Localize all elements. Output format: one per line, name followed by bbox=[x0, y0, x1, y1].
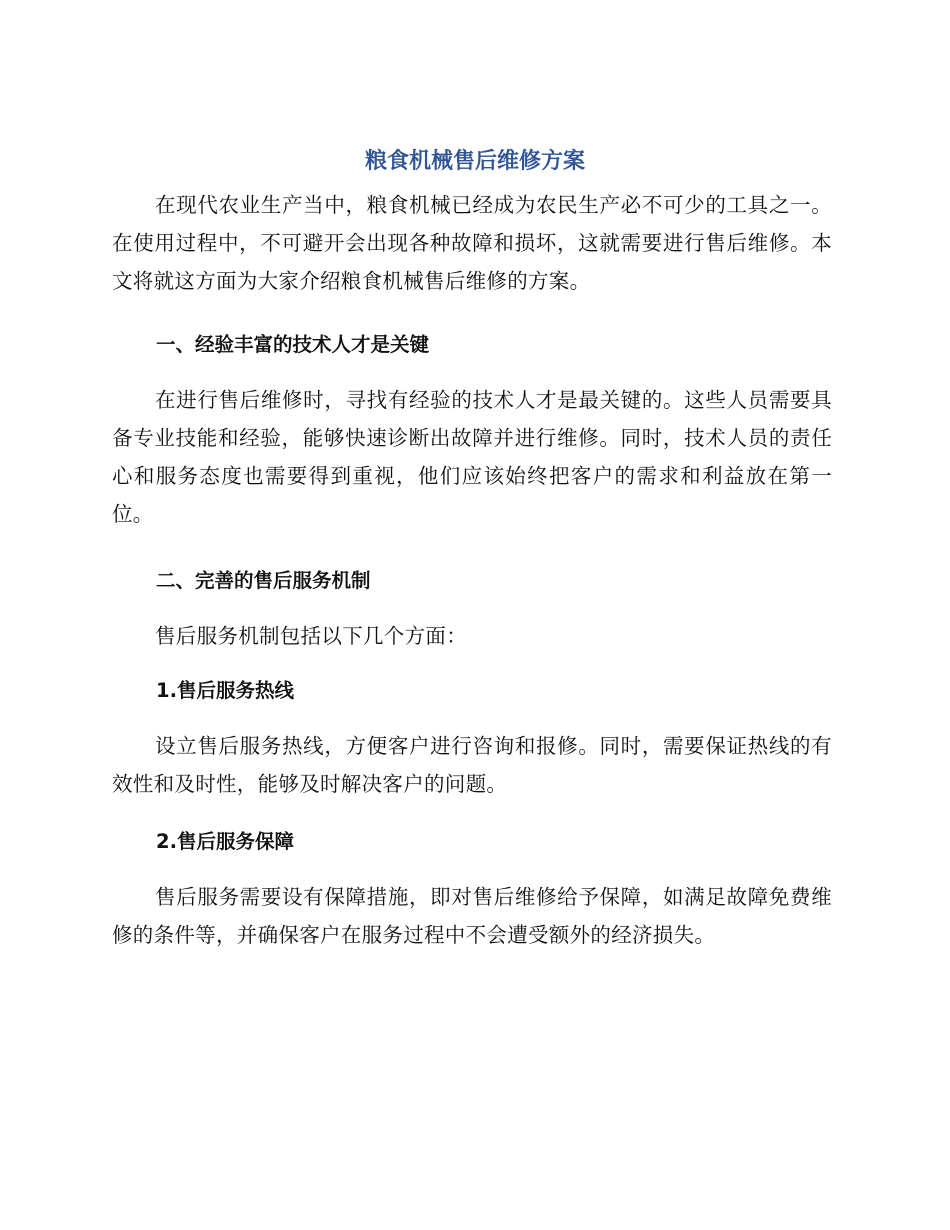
document-title: 粮食机械售后维修方案 bbox=[364, 149, 585, 174]
section-heading-talent: 一、经验丰富的技术人才是关键 bbox=[156, 333, 430, 356]
section-body-service-mechanism: 售后服务机制包括以下几个方面： bbox=[155, 624, 467, 648]
subsection-body-hotline: 设立售后服务热线，方便客户进行咨询和报修。同时，需要保证热线的有效性和及时性，能够及时解决客户的问题。 bbox=[112, 734, 832, 796]
section-body-talent: 在进行售后维修时，寻找有经验的技术人才是最关键的。这些人员需要具备专业技能和经验，能够快速诊断出故障并进行维修。同时，技术人员的责任心和服务态度也需要得到重视，他们应该始终把客户的需求和利益放在第一位。 bbox=[112, 388, 832, 526]
subsection-heading-hotline: 1.售后服务热线 bbox=[156, 679, 294, 702]
subsection-heading-guarantee: 2.售后服务保障 bbox=[156, 830, 294, 853]
subsection-body-guarantee: 售后服务需要设有保障措施，即对售后维修给予保障，如满足故障免费维修的条件等，并确保客户在服务过程中不会遭受额外的经济损失。 bbox=[112, 885, 832, 947]
intro-paragraph: 在现代农业生产当中，粮食机械已经成为农民生产必不可少的工具之一。在使用过程中，不可避开会出现各种故障和损坏，这就需要进行售后维修。本文将就这方面为大家介绍粮食机械售后维修的方案。 bbox=[112, 193, 832, 293]
section-heading-service-mechanism: 二、完善的售后服务机制 bbox=[156, 569, 371, 592]
